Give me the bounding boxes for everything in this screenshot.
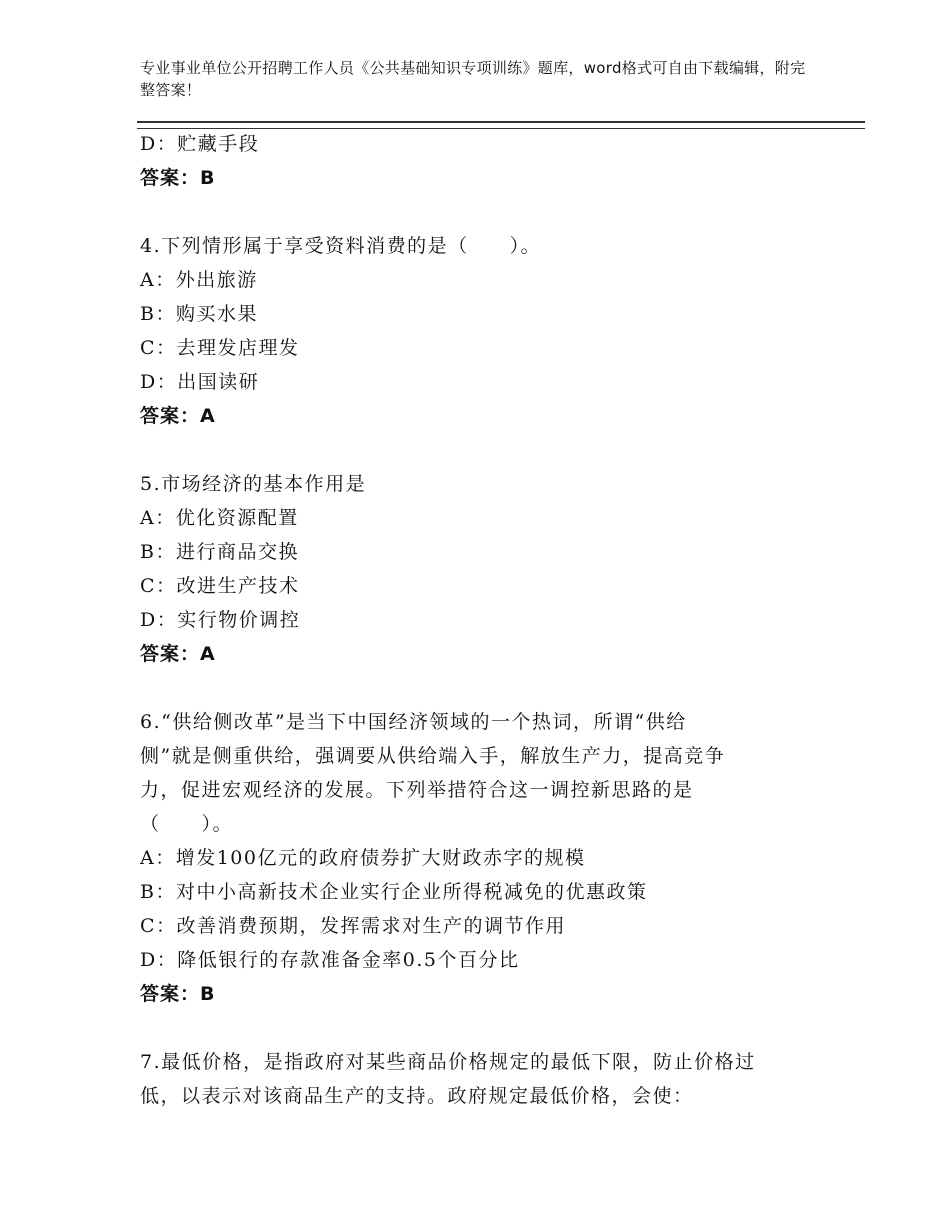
option-d: D：出国读研: [140, 371, 260, 393]
question-stem-line: 低，以表示对该商品生产的支持。政府规定最低价格，会使：: [140, 1085, 694, 1107]
question-stem-line: 7.最低价格，是指政府对某些商品价格规定的最低下限，防止价格过: [140, 1051, 756, 1073]
option-b: B：购买水果: [140, 303, 258, 325]
question-stem-line: 力，促进宏观经济的发展。下列举措符合这一调控新思路的是: [140, 779, 694, 801]
answer-label: 答案：A: [140, 405, 216, 427]
spacer: [140, 671, 850, 705]
answer-label: 答案：B: [140, 983, 216, 1005]
option-c: C：改善消费预期，发挥需求对生产的调节作用: [140, 915, 567, 937]
option-d: D：实行物价调控: [140, 609, 301, 631]
spacer: [140, 195, 850, 229]
question-block: [140, 229, 850, 433]
option-b: B：对中小高新技术企业实行企业所得税减免的优惠政策: [140, 881, 648, 903]
question-stem-line: 6.“供给侧改革”是当下中国经济领域的一个热词，所谓“供给: [140, 711, 687, 733]
option-b: B：进行商品交换: [140, 541, 299, 563]
question-stem: 5.市场经济的基本作用是: [140, 473, 367, 495]
page-header: 专业事业单位公开招聘工作人员《公共基础知识专项训练》题库，word格式可自由下载编辑，附完整答案！: [140, 59, 806, 99]
question-block: [140, 467, 850, 671]
option-c: C：去理发店理发: [140, 337, 300, 359]
document-body: [140, 127, 850, 1113]
answer-label: 答案：B: [140, 167, 216, 189]
option-a: A：外出旅游: [140, 269, 258, 291]
option-a: A：增发100亿元的政府债券扩大财政赤字的规模: [140, 847, 586, 869]
option-c: C：改进生产技术: [140, 575, 300, 597]
question-stem-line: （ ）。: [140, 813, 234, 835]
question-block: [140, 1045, 850, 1113]
answer-label: 答案：A: [140, 643, 216, 665]
spacer: [140, 433, 850, 467]
question-block: [140, 705, 850, 1011]
option-d: D：贮藏手段: [140, 133, 260, 155]
option-d: D：降低银行的存款准备金率0.5个百分比: [140, 949, 520, 971]
spacer: [140, 1011, 850, 1045]
question-stem-line: 侧”就是侧重供给，强调要从供给端入手，解放生产力，提高竞争: [140, 745, 726, 767]
question-stem: 4.下列情形属于享受资料消费的是（ ）。: [140, 235, 542, 257]
option-a: A：优化资源配置: [140, 507, 299, 529]
